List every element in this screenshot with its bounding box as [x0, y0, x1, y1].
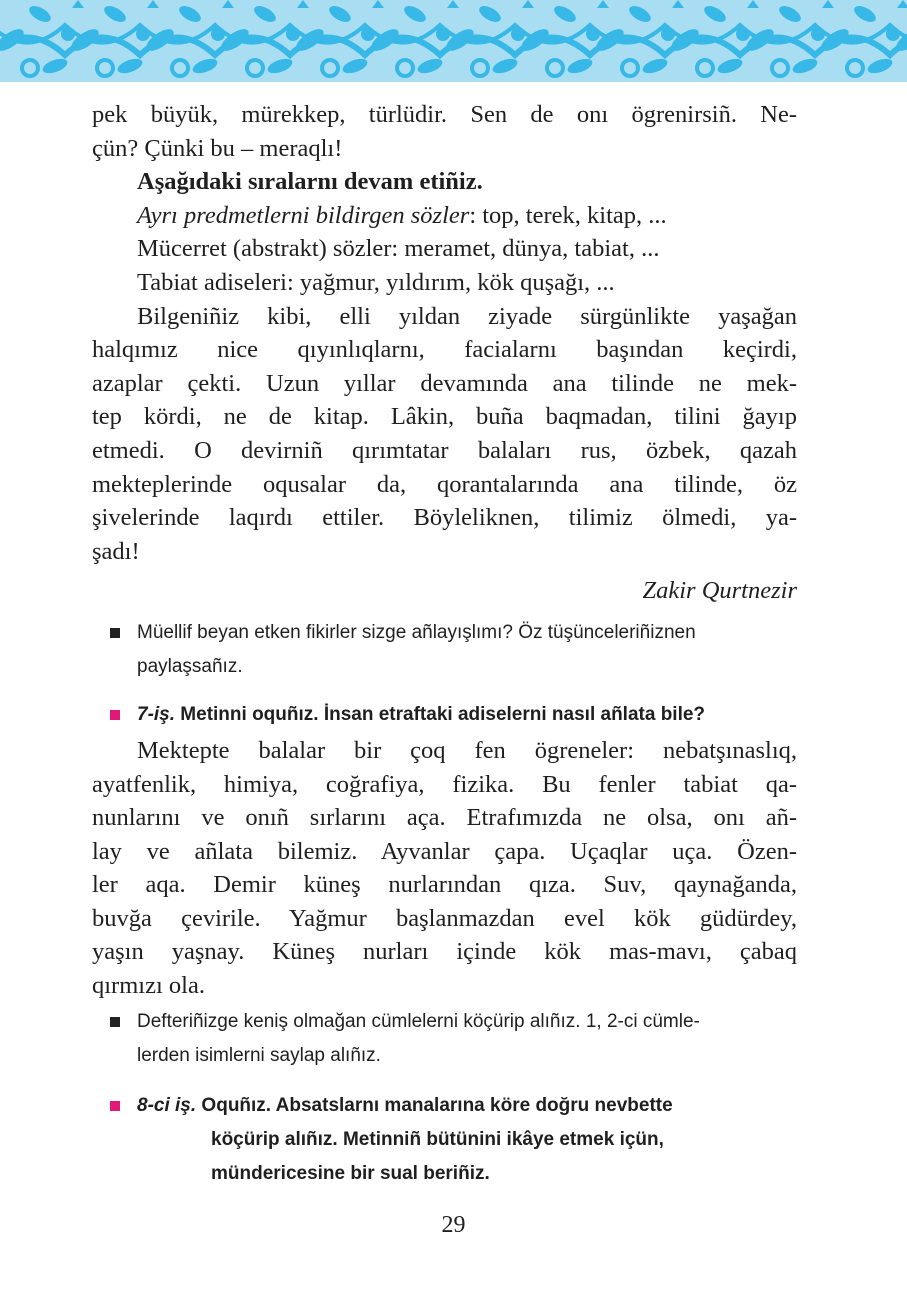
task-text: Metinni oquñız. İnsan etraftaki adiselerni nasıl añlata bile?	[175, 703, 706, 725]
bullet-square-icon	[110, 1017, 120, 1027]
text-line: Bilgeniñiz kibi, elli yıldan ziyade sürgünlikte yaşağan	[137, 302, 797, 330]
text-line: lay ve añlata bilemiz. Ayvanlar çapa. Uçaqlar uça. Özen-	[92, 837, 797, 865]
text-line: pek büyük, mürekkep, türlüdir. Sen de onı ögrenirsiñ. Ne-	[92, 101, 797, 128]
bullet-square-icon	[110, 1101, 120, 1111]
text-line: şivelerinde laqırdı ettiler. Böyleliknen, tilimiz ölmedi, ya-	[92, 504, 797, 532]
text-line: yaşın yaşnay. Küneş nurları içinde kök mas-mavı, çabaq	[92, 938, 797, 966]
task-number: 8-ci iş.	[137, 1094, 197, 1116]
intro-paragraph	[92, 98, 797, 165]
question-line: Müellif beyan etken fikirler sizge añlayışlımı? Öz tüşünceleriñiznen	[137, 621, 696, 643]
main-paragraph	[92, 300, 797, 569]
task-text: mündericesine bir sual beriñiz.	[211, 1162, 490, 1184]
text-line: çün? Çünki bu – meraqlı!	[92, 134, 343, 162]
decorative-floral-banner	[0, 0, 907, 82]
task-7-heading	[92, 698, 797, 732]
text-line: buvğa çevirile. Yağmur başlanmazdan evel kök güdürdey,	[92, 904, 797, 932]
floral-ornament-icon	[0, 0, 907, 82]
exercise-row-label: Ayrı predmetlerni bildirgen sözler	[137, 201, 470, 229]
author-name: Zakir Qurtnezir	[642, 577, 797, 605]
question-line: lerden isimlerni saylap alıñız.	[137, 1044, 381, 1066]
text-line: ayatfenlik, himiya, coğrafiya, fizika. Bu fenler tabiat qa-	[92, 770, 797, 798]
text-line: mekteplerinde oqusalar da, qorantalarında ana tilinde, öz	[92, 470, 797, 498]
exercise-row-text: : top, terek, kitap, ...	[469, 201, 667, 229]
text-line: azaplar çekti. Uzun yıllar devamında ana tilinde ne mek-	[92, 369, 797, 397]
text-line: qırmızı ola.	[92, 972, 205, 1000]
task-text: köçürip alıñız. Metinniñ bütünini ikâye etmek içün,	[211, 1128, 664, 1150]
exercise-row: Mücerret (abstrakt) sözler: meramet, dünya, tabiat, ...	[137, 235, 660, 263]
exercise-block	[92, 165, 797, 299]
text-line: nunlarını ve onıñ sırlarını aça. Etrafımızda ne olsa, onı añ-	[92, 804, 797, 832]
question-line: paylaşsañız.	[137, 655, 243, 677]
text-line: ler aqa. Demir küneş nurlarından qıza. Suv, qaynağanda,	[92, 871, 797, 899]
exercise-row	[92, 199, 797, 233]
question-block	[92, 616, 797, 684]
task-7-paragraph	[92, 734, 797, 1003]
text-line: şadı!	[92, 537, 140, 565]
question-block	[92, 1005, 797, 1073]
text-line: Mektepte balalar bir çoq fen ögreneler: nebatşınaslıq,	[137, 736, 797, 764]
page-content	[92, 98, 797, 1191]
bullet-square-icon	[110, 710, 120, 720]
question-line: Defteriñizge keniş olmağan cümlelerni köçürip alıñız. 1, 2-ci cümle-	[137, 1010, 700, 1032]
page-number: 29	[441, 1212, 466, 1238]
text-line: etmedi. O devirniñ qırımtatar balaları rus, özbek, qazah	[92, 436, 797, 464]
task-text: Oquñız. Absatslarnı manalarına köre doğru nevbette	[196, 1094, 673, 1116]
text-line: halqımız nice qıyınlıqlarnı, facialarnı başından keçirdi,	[92, 336, 797, 364]
task-8-heading	[92, 1089, 797, 1191]
exercise-heading: Aşağıdaki sıralarnı devam etiñiz.	[137, 168, 483, 196]
exercise-row: Tabiat adiseleri: yağmur, yıldırım, kök quşağı, ...	[137, 268, 615, 296]
task-number: 7-iş.	[137, 703, 176, 725]
bullet-square-icon	[110, 628, 120, 638]
text-line: tep kördi, ne de kitap. Lâkin, buña baqmadan, tilini ğayıp	[92, 403, 797, 431]
